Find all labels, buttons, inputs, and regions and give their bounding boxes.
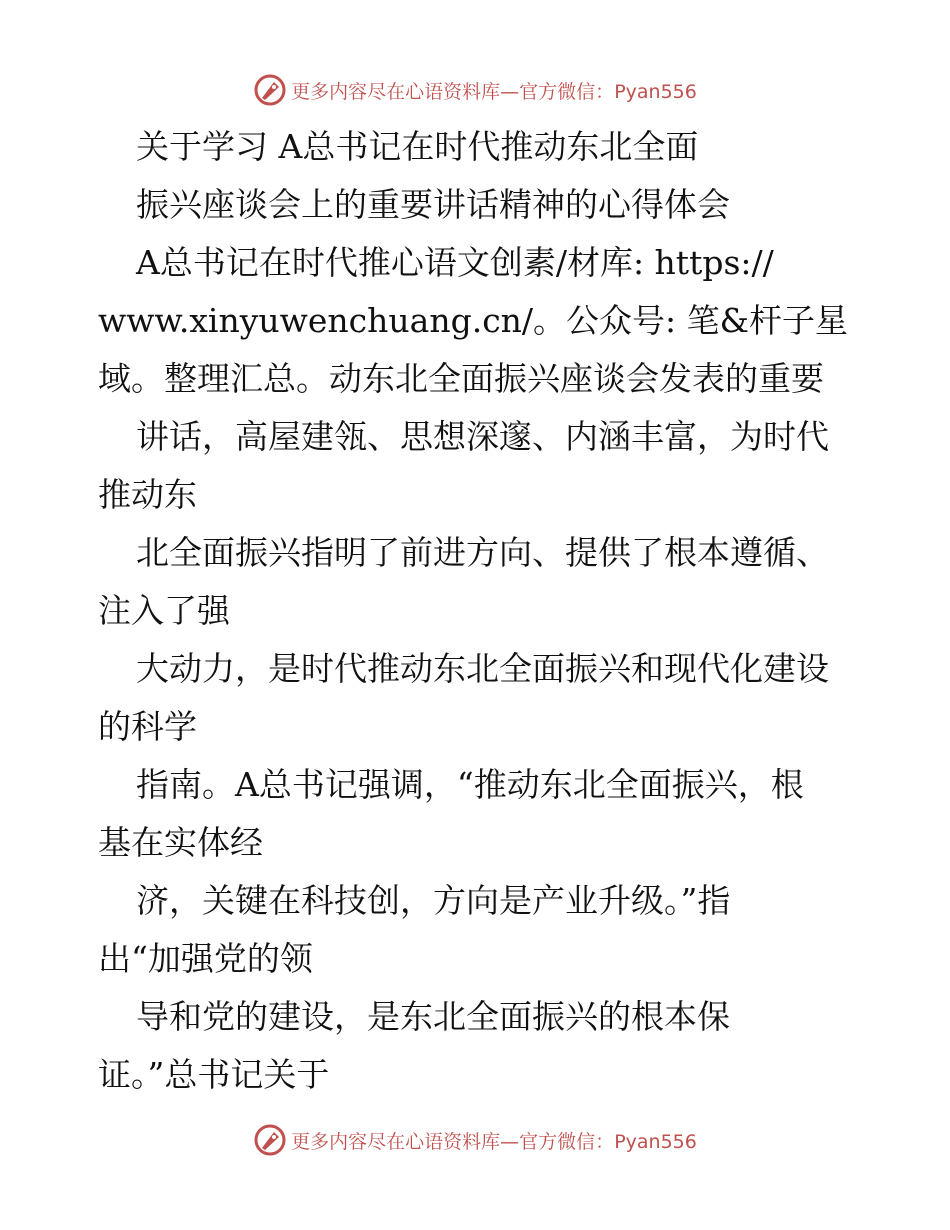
text-line: 关于学习 A总书记在时代推动东北全面 (136, 127, 699, 166)
watermark-dash: — (500, 1130, 520, 1153)
text-line: 济，关键在科技创，方向是产业升级。”指 (136, 881, 731, 920)
watermark-id: Pyan556 (614, 1130, 697, 1153)
text-line: 导和党的建设，是东北全面振兴的根本保 (136, 997, 730, 1036)
watermark-label: 官方微信： (519, 80, 615, 103)
header-watermark (0, 70, 950, 110)
watermark-main: 更多内容尽在心语资料库 (291, 80, 501, 103)
text-line: A总书记在时代推心语文创素/材库: https:// (136, 243, 774, 282)
text-line: 振兴座谈会上的重要讲话精神的心得体会 (136, 185, 730, 224)
text-line: 北全面振兴指明了前进方向、提供了根本遵循、 (136, 533, 829, 572)
pen-nib-logo-icon (253, 73, 287, 107)
text-line: 基在实体经 (98, 823, 263, 862)
text-line: 大动力，是时代推动东北全面振兴和现代化建设 (136, 649, 829, 688)
text-line: 推动东 (98, 475, 197, 514)
text-line: 讲话，高屋建瓴、思想深邃、内涵丰富，为时代 (136, 417, 829, 456)
watermark-main: 更多内容尽在心语资料库 (291, 1130, 501, 1153)
watermark-dash: — (500, 80, 520, 103)
text-line: www.xinyuwenchuang.cn/。公众号: 笔&杆子星 (98, 301, 849, 340)
text-line: 域。整理汇总。动东北全面振兴座谈会发表的重要 (98, 359, 824, 398)
text-line: 证。”总书记关于 (98, 1055, 330, 1094)
text-line: 的科学 (98, 707, 197, 746)
watermark-text (291, 1127, 697, 1154)
watermark-id: Pyan556 (614, 80, 697, 103)
footer-watermark (0, 1120, 950, 1160)
text-line: 注入了强 (98, 591, 230, 630)
watermark-label: 官方微信： (519, 1130, 615, 1153)
text-line: 出“加强党的领 (98, 939, 313, 978)
pen-nib-logo-icon (253, 1123, 287, 1157)
document-body (98, 118, 858, 1104)
text-line: 指南。A总书记强调，“推动东北全面振兴，根 (136, 765, 804, 804)
watermark-text (291, 77, 697, 104)
